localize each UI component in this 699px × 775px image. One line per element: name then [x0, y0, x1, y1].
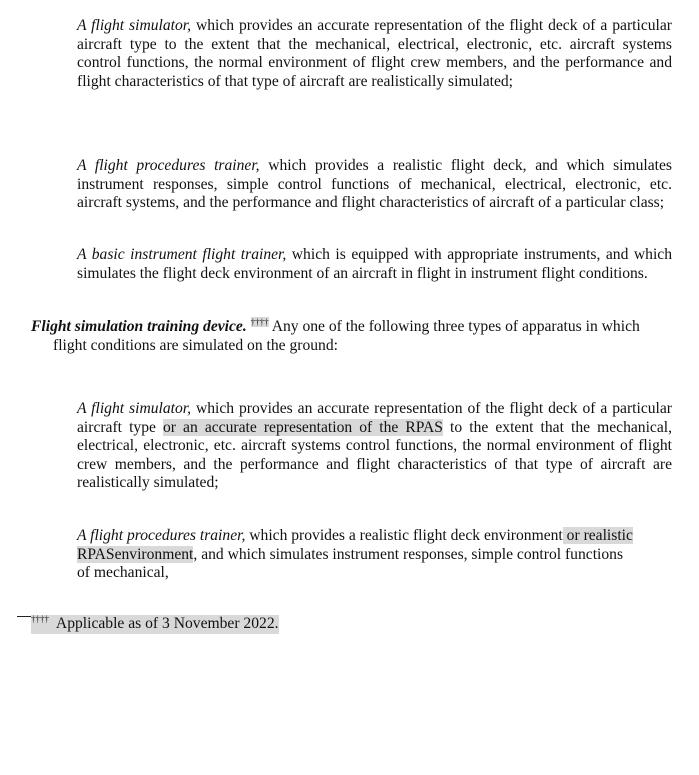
definition-continuation: flight conditions are simulated on the ground: [53, 336, 338, 354]
highlighted-amendment: or realistic RPASenvironment [77, 527, 633, 563]
footnote-text: Applicable as of 3 November 2022. [49, 615, 279, 632]
definition-text: Any one of the following three types of apparatus in which [268, 318, 640, 335]
paragraph-basic-instrument-trainer [77, 246, 672, 283]
term: A flight procedures trainer, [77, 527, 246, 544]
term: A basic instrument flight trainer, [77, 246, 287, 263]
term: A flight procedures trainer, [77, 157, 260, 174]
paragraph-text: which is equipped with appropriate instruments, and which simulates the flight deck environment of an aircraft in flight in instrument flight conditions. [77, 246, 673, 282]
definition-fstd [31, 318, 672, 355]
amended-flight-procedures-trainer [77, 527, 637, 583]
text: to the extent that the mechanical, electrical, electronic, etc. aircraft systems control functions, the normal environment of flight crew members, and the performance and flight characteristics of that type of aircraft are realistically simulated; [77, 418, 673, 492]
paragraph-text: which provides an accurate representation of the flight deck of a particular aircraft type to the extent that the mechanical, electrical, electronic, etc. aircraft systems control functions, the normal environment of flight crew members, and the performance and flight characteristics of that type of aircraft are realistically simulated; [77, 17, 672, 90]
amended-flight-simulator [77, 400, 672, 493]
paragraph-flight-procedures-trainer [77, 157, 672, 213]
text: , and which simulates instrument responses, simple control functions of mechanical, [77, 545, 624, 582]
paragraph-text: which provides a realistic flight deck, and which simulates instrument responses, simple control functions of mechanical, electrical, electronic, etc. aircraft systems, and the performance and flight characteristics of aircraft of a particular class; [77, 157, 672, 212]
text: which provides a realistic flight deck environment [245, 527, 563, 544]
footnote [31, 615, 279, 634]
definition-term: Flight simulation training device. [31, 318, 247, 335]
term: A flight simulator, [77, 400, 192, 417]
term: A flight simulator, [77, 17, 192, 34]
footnote-marker: †††† [31, 614, 49, 624]
highlighted-amendment: or an accurate representation of the RPAS [163, 418, 443, 436]
text: which provides an accurate representation of the flight deck of a particular aircraft type [77, 400, 672, 436]
paragraph-flight-simulator [77, 17, 672, 91]
footnote-ref[interactable]: †††† [250, 317, 269, 327]
